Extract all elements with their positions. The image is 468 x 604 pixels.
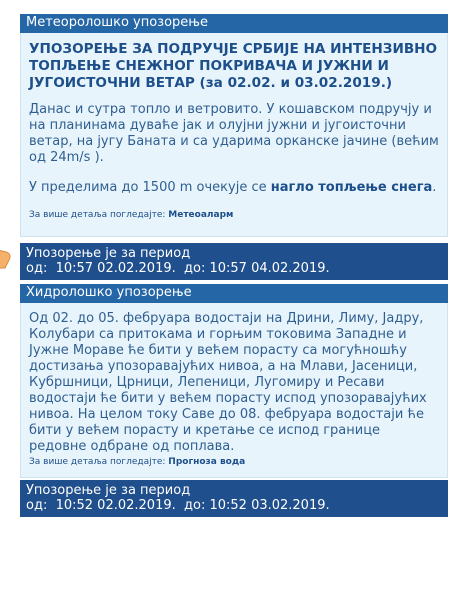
meteoalarm-link[interactable]: Метеоаларм: [168, 210, 234, 220]
hydro-warning-header: Хидролошко упозорење: [20, 284, 448, 303]
hydro-period-range: од: 10:52 02.02.2019. до: 10:52 03.02.2019.: [26, 498, 330, 513]
meteo-details-line: [29, 210, 439, 220]
meteo-warning-title: УПОЗОРЕЊЕ ЗА ПОДРУЧЈЕ СРБИЈЕ НА ИНТЕНЗИВНО ТОПЉЕЊЕ СНЕЖНОГ ПОКРИВАЧА И ЈУЖНИ И ЈУГОИСТОЧНИ ВЕТАР (за 02.02. и 03.02.2019.): [29, 41, 438, 91]
meteo-period-label: Упозорење је за период: [26, 246, 191, 261]
meteo-warning-paragraph-1: Данас и сутра топло и ветровито. У кошавском подручју и на планинама дуваће јак и олујни јужни и југоисточни ветар, на југу Баната и са ударима орканске јачине (већим од 24m/s ).: [29, 102, 439, 165]
meteo-warning-header: Метеоролошко упозорење: [20, 14, 448, 33]
meteo-warning-box: [20, 33, 448, 237]
meteo-paragraph-2-end: .: [432, 180, 437, 195]
hydro-period-label: Упозорење је за период: [26, 483, 191, 498]
hydro-details-prefix: За више детаља погледајте:: [29, 457, 169, 467]
hydro-details-line: [29, 457, 439, 467]
hand-pointer-icon: [0, 240, 12, 270]
warnings-panel: [20, 14, 448, 517]
meteo-warning-period: [20, 243, 448, 280]
meteo-details-prefix: За више детаља погледајте:: [29, 210, 169, 220]
meteo-paragraph-2-text: У пределима до 1500 m очекује се: [29, 180, 271, 195]
water-forecast-link[interactable]: Прогноза вода: [168, 457, 246, 467]
hydro-warning-period: [20, 480, 448, 517]
hydro-warning-box: [20, 303, 448, 478]
meteo-warning-paragraph-2: [29, 180, 439, 196]
meteo-paragraph-2-bold: нагло топљење снега: [270, 180, 433, 195]
meteo-period-range: од: 10:57 02.02.2019. до: 10:57 04.02.2019.: [26, 261, 330, 276]
hydro-warning-paragraph: Од 02. до 05. фебруара водостаји на Дрини, Лиму, Јадру, Колубари са притокама и горњим токовима Западне и Јужне Мораве ће бити у већем порасту са могућношћу достизања упозоравајућих нивоа, а на Млави, Јасеници, Кубршници, Црници, Лепеници, Лугомиру и Ресави водостаји ће бити у већем порасту испод упозоравајућих нивоа. На целом току Саве до 08. фебруара водостаји ће бити у већем порасту и кретање се испод границе редовне одбране од поплава.: [29, 311, 427, 454]
